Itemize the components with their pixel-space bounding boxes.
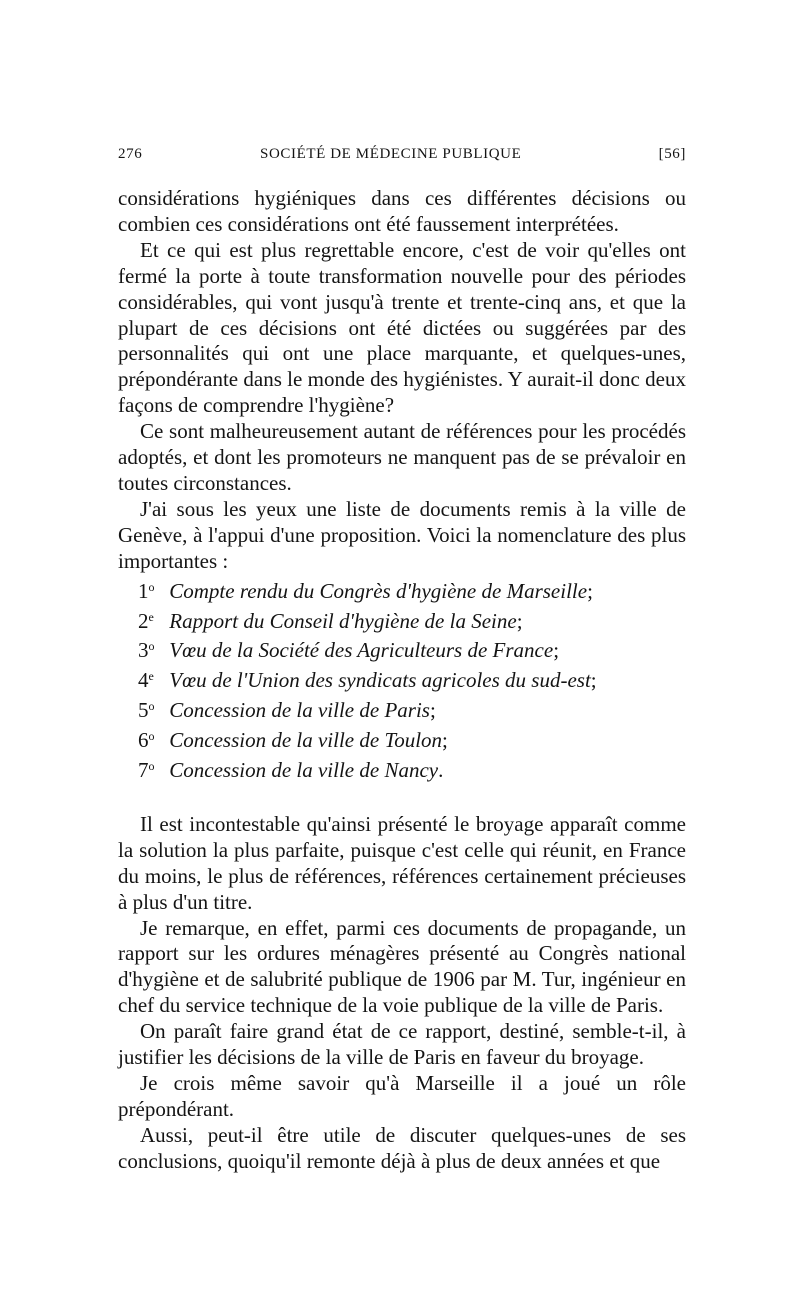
- paragraph: J'ai sous les yeux une liste de documents remis à la ville de Genève, à l'appui d'une proposition. Voici la nomenclature des plus importantes :: [118, 496, 686, 573]
- list-item: [118, 754, 686, 784]
- list-item: [118, 605, 686, 635]
- paragraph: Aussi, peut-il être utile de discuter quelques-unes de ses conclusions, quoiqu'il remonte déjà à plus de deux années et que: [118, 1122, 686, 1173]
- paragraph: considérations hygiéniques dans ces différentes décisions ou combien ces considérations ont été faussement interprétées.: [118, 186, 686, 236]
- list-item: [118, 664, 686, 694]
- item-punct: ;: [429, 698, 436, 723]
- item-text: Rapport du Conseil d'hygiène de la Seine: [169, 608, 517, 633]
- list-item: [118, 694, 686, 724]
- ordinal-mark: o: [148, 699, 155, 714]
- item-number: 3: [138, 638, 149, 663]
- body-text: [118, 186, 686, 1175]
- list-item: [118, 575, 686, 605]
- paragraph: Ce sont malheureusement autant de références pour les procédés adoptés, et dont les promoteurs ne manquent pas de se prévaloir en toutes circonstances.: [118, 419, 686, 495]
- ordinal-mark: o: [148, 639, 155, 654]
- item-punct: ;: [516, 608, 523, 633]
- item-number: 5: [138, 698, 149, 723]
- running-head: [118, 146, 686, 170]
- paragraph: Je remarque, en effet, parmi ces documents de propagande, un rapport sur les ordures ménagères présenté au Congrès national d'hygiène et de salubrité publique de 1906 par M. Tur, ingénieur en chef du service technique de la voie publique de la ville de Paris.: [118, 915, 686, 1018]
- ordinal-mark: e: [148, 609, 154, 624]
- item-text: Compte rendu du Congrès d'hygiène de Marseille: [169, 578, 588, 603]
- item-text: Concession de la ville de Toulon: [169, 728, 443, 753]
- item-punct: ;: [442, 728, 448, 753]
- ordinal-mark: o: [148, 579, 155, 594]
- paragraph: Je crois même savoir qu'à Marseille il a joué un rôle prépondérant.: [118, 1071, 686, 1121]
- page-number: 276: [118, 146, 143, 162]
- document-list: [118, 575, 686, 784]
- section-number: [56]: [658, 146, 686, 162]
- running-title: SOCIÉTÉ DE MÉDECINE PUBLIQUE: [260, 146, 522, 162]
- item-punct: ;: [587, 578, 593, 603]
- section-gap: [118, 784, 686, 812]
- ordinal-mark: o: [148, 759, 155, 774]
- item-number: 7: [138, 758, 149, 783]
- list-item: [118, 634, 686, 664]
- ordinal-mark: e: [148, 669, 154, 684]
- item-number: 2: [138, 608, 149, 633]
- item-text: Vœu de la Société des Agriculteurs de France: [169, 638, 554, 663]
- item-punct: ;: [590, 668, 597, 693]
- paragraph: Il est incontestable qu'ainsi présenté le broyage apparaît comme la solution la plus parfaite, puisque c'est celle qui réunit, en France du moins, le plus de références, références certainement précieuses à plus d'un titre.: [118, 811, 686, 914]
- book-page: [118, 146, 686, 1175]
- ordinal-mark: o: [148, 729, 155, 744]
- item-punct: ;: [553, 638, 560, 663]
- item-number: 4: [138, 668, 149, 693]
- item-text: Vœu de l'Union des syndicats agricoles du sud-est: [169, 668, 591, 693]
- paragraph: Et ce qui est plus regrettable encore, c'est de voir qu'elles ont fermé la porte à toute transformation nouvelle pour des périodes considérables, qui vont jusqu'à trente et trente-cinq ans, et que la plupart de ces décisions ont été dictées ou suggérées par des personnalités qui ont une place marquante, et quelques-unes, prépondérante dans le monde des hygiénistes. Y aurait-il donc deux façons de comprendre l'hygiène?: [118, 237, 686, 418]
- list-item: [118, 724, 686, 754]
- item-number: 6: [138, 728, 149, 753]
- item-punct: .: [438, 758, 444, 783]
- item-text: Concession de la ville de Nancy: [169, 758, 439, 783]
- paragraph: On paraît faire grand état de ce rapport, destiné, semble-t-il, à justifier les décisions de la ville de Paris en faveur du broyage.: [118, 1019, 686, 1070]
- item-text: Concession de la ville de Paris: [169, 698, 430, 723]
- item-number: 1: [138, 578, 149, 603]
